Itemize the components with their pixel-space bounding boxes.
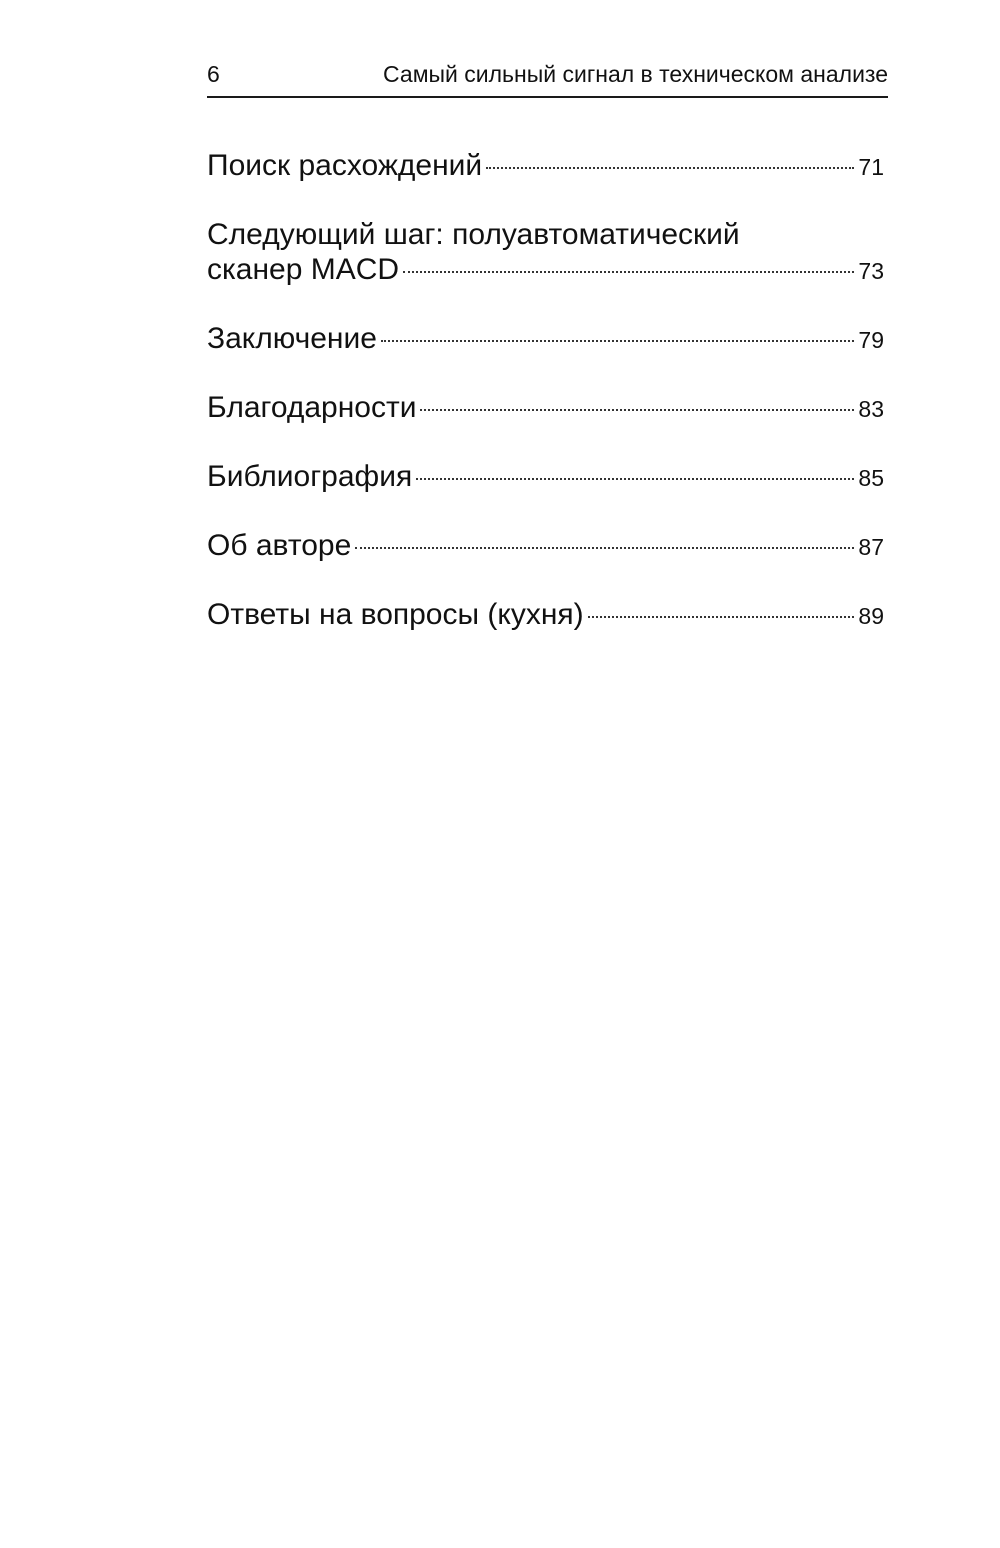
toc-entry-macd-scanner [207,217,884,289]
toc-entry-divergence-search [207,148,884,185]
header-running-title: Самый сильный сигнал в техническом анализе [383,61,888,87]
toc-entry-title-line1: Следующий шаг: полуавтоматический [207,218,740,251]
dot-leader [588,616,855,618]
toc-line [207,459,884,496]
toc-entry-acknowledgements [207,390,884,427]
dot-leader [403,271,854,273]
toc-line [207,252,884,289]
toc-entry-page: 87 [858,534,884,560]
toc-entry-title: Об авторе [207,529,352,562]
toc-entry-title: Поиск расхождений [207,149,483,182]
toc-entry-conclusion [207,321,884,358]
toc-entry-title: Библиография [207,460,413,493]
dot-leader [381,340,854,342]
toc-line [207,148,884,185]
toc-entry-page: 89 [858,603,884,629]
toc-line [207,597,884,634]
table-of-contents [207,148,884,666]
toc-entry-answers [207,597,884,634]
toc-line [207,528,884,565]
dot-leader [416,478,854,480]
toc-entry-page: 79 [858,327,884,353]
running-header [207,56,888,98]
toc-line [207,390,884,427]
toc-entry-title: Ответы на вопросы (кухня) [207,598,584,631]
header-page-number: 6 [207,61,220,87]
toc-entry-page: 83 [858,396,884,422]
toc-entry-title: Благодарности [207,391,417,424]
toc-entry-bibliography [207,459,884,496]
dot-leader [420,409,854,411]
dot-leader [486,167,854,169]
toc-entry-page: 73 [858,258,884,284]
toc-line [207,321,884,358]
toc-entry-title: Заключение [207,322,377,355]
toc-entry-title: сканер MACD [207,253,400,286]
dot-leader [355,547,854,549]
toc-entry-page: 85 [858,465,884,491]
toc-entry-about-author [207,528,884,565]
toc-entry-page: 71 [858,154,884,180]
